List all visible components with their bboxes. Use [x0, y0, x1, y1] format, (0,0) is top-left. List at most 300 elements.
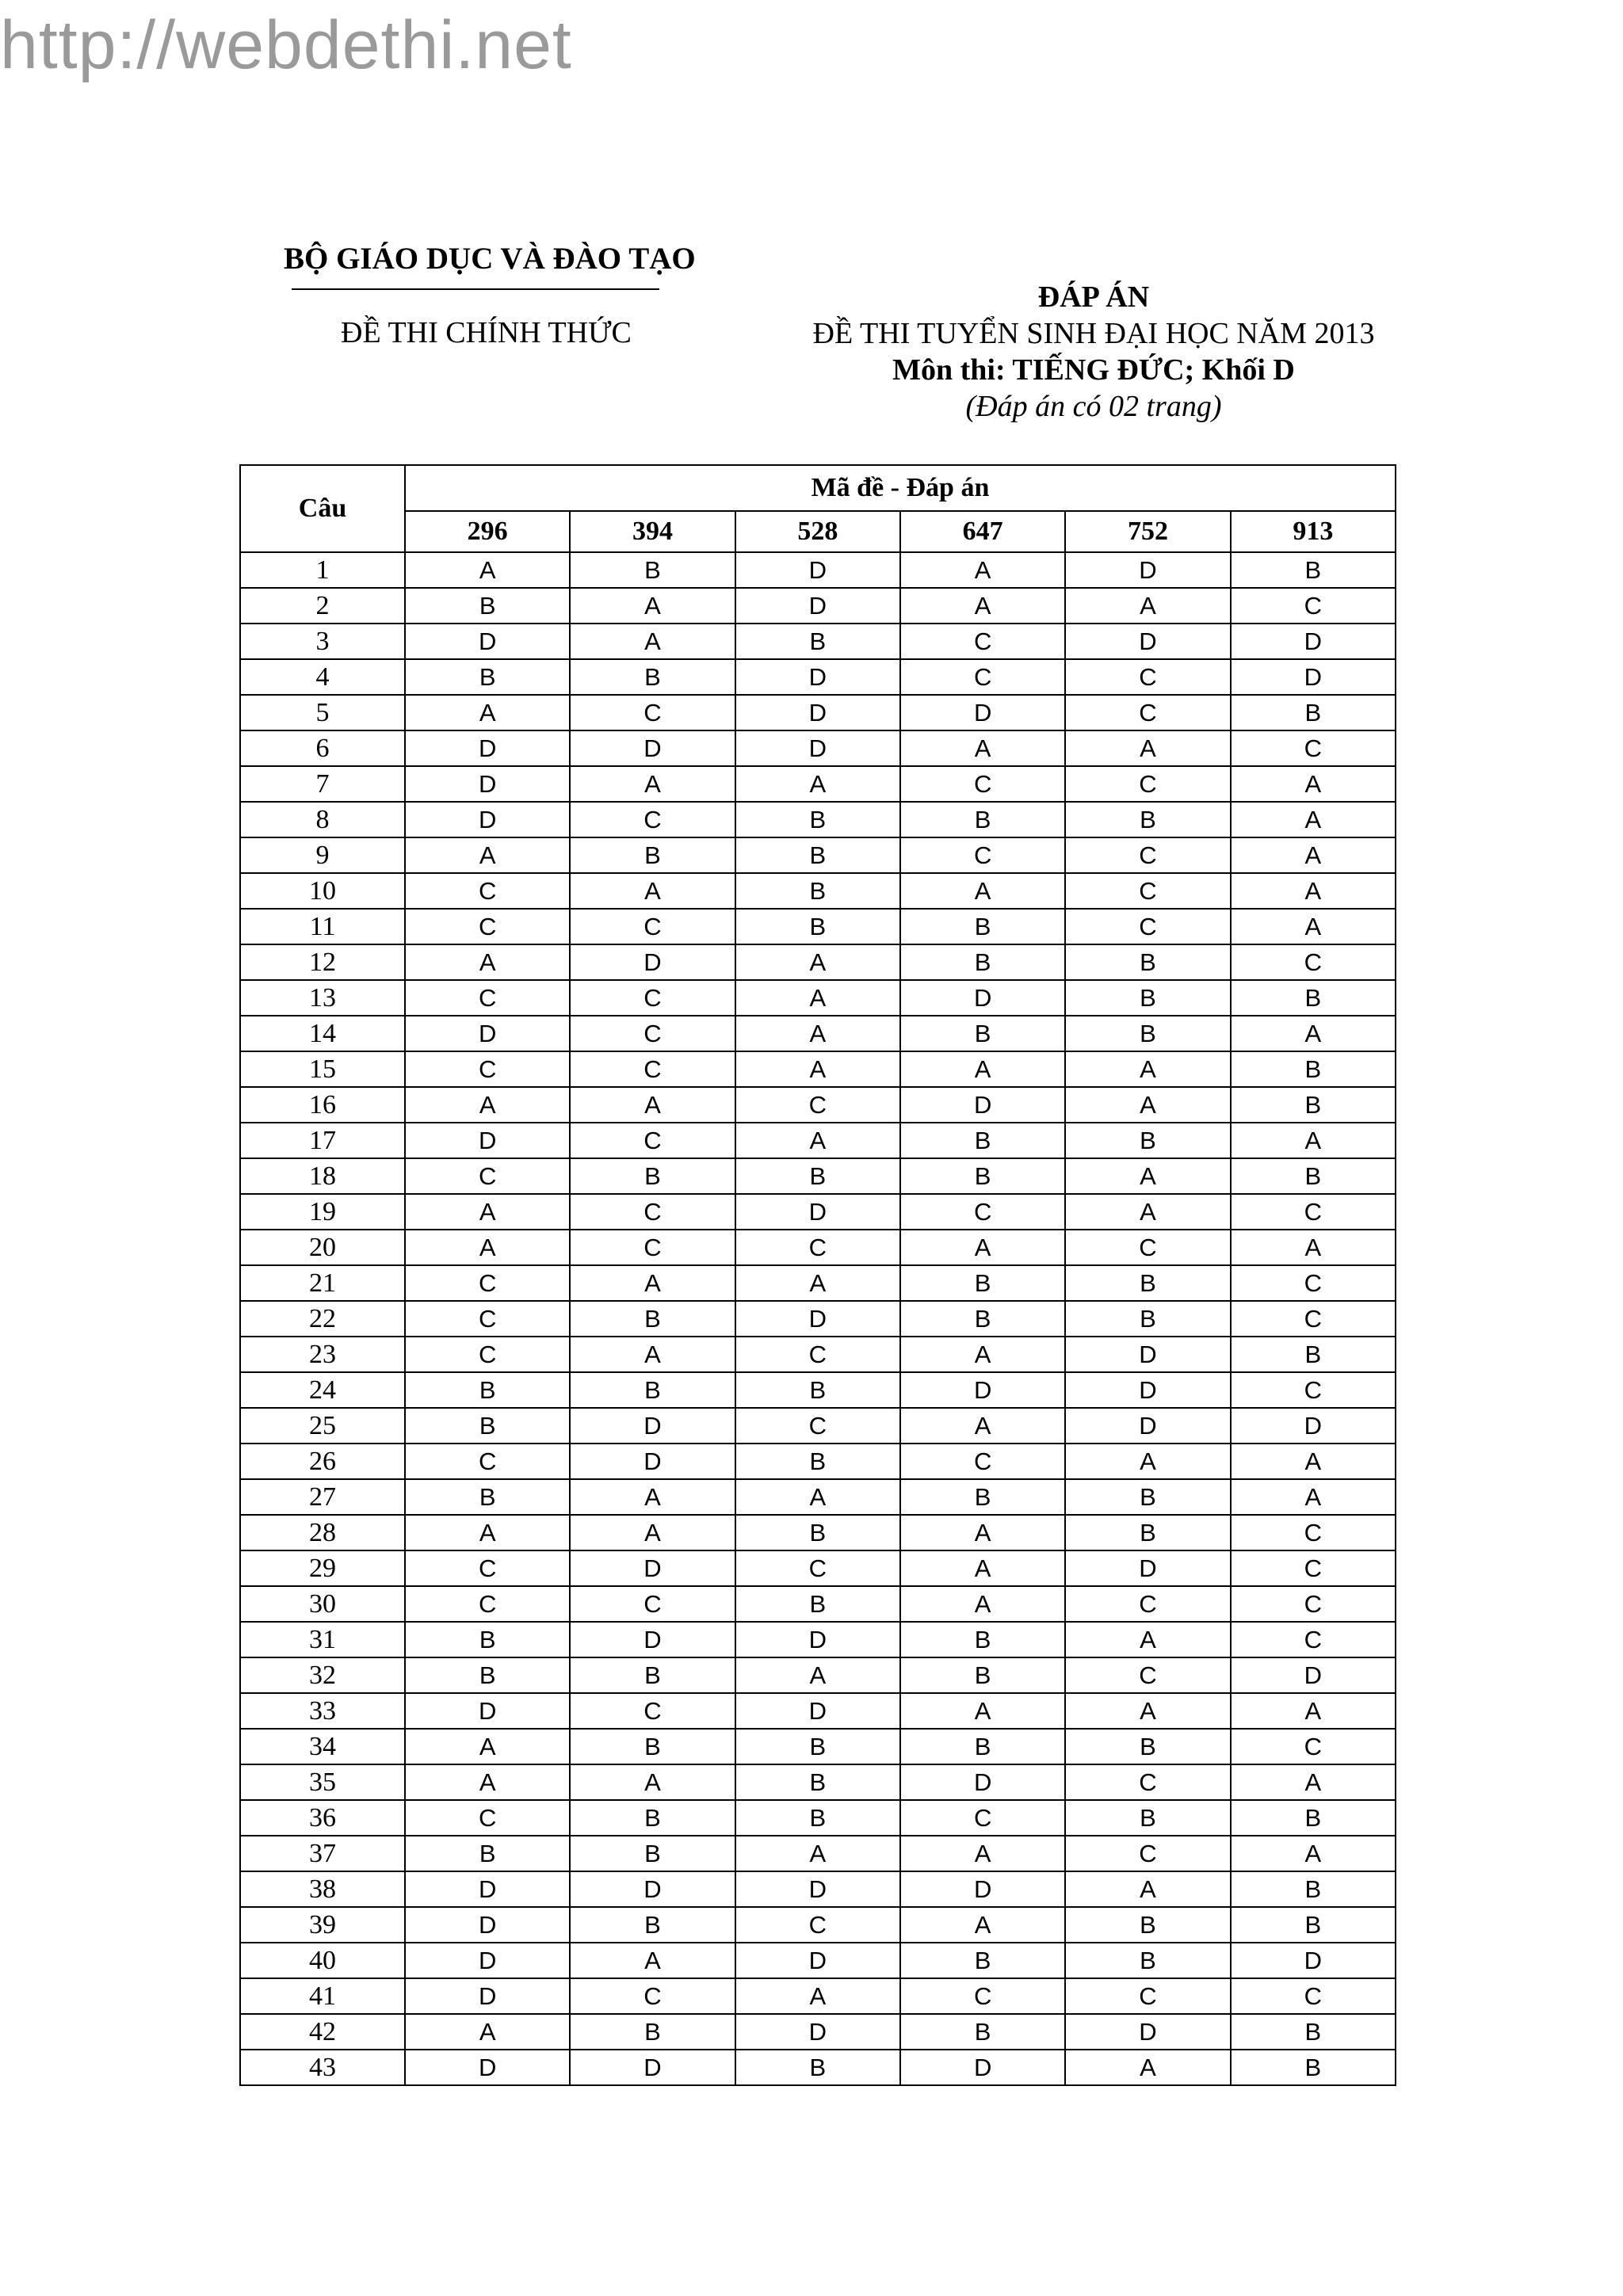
- table-row: [240, 1693, 1396, 1729]
- table-row: [240, 1408, 1396, 1444]
- answer-cell: D: [405, 730, 570, 766]
- answer-cell: C: [900, 766, 1065, 802]
- answer-cell: A: [900, 1051, 1065, 1087]
- answer-cell: C: [735, 1550, 900, 1586]
- exam-code-header: 528: [735, 511, 900, 552]
- answer-cell: A: [570, 873, 735, 909]
- answer-cell: B: [570, 552, 735, 588]
- answer-cell: C: [1065, 1657, 1230, 1693]
- answer-cell: C: [900, 1194, 1065, 1230]
- answer-cell: A: [405, 552, 570, 588]
- answer-cell: B: [900, 1265, 1065, 1301]
- answer-cell: A: [735, 1123, 900, 1158]
- ministry-name: BỘ GIÁO DỤC VÀ ĐÀO TẠO: [284, 242, 696, 276]
- answer-cell: A: [900, 552, 1065, 588]
- question-number: 27: [240, 1479, 405, 1515]
- question-number: 11: [240, 909, 405, 944]
- answer-cell: C: [570, 980, 735, 1016]
- answer-cell: B: [735, 1764, 900, 1800]
- answer-cell: C: [1065, 659, 1230, 695]
- answer-cell: A: [900, 730, 1065, 766]
- answer-cell: A: [900, 1515, 1065, 1550]
- answer-cell: A: [1231, 1230, 1396, 1265]
- answer-cell: B: [570, 659, 735, 695]
- answer-cell: D: [1231, 1408, 1396, 1444]
- page-count-note: (Đáp án có 02 trang): [965, 390, 1222, 423]
- exam-name: ĐỀ THI TUYỂN SINH ĐẠI HỌC NĂM 2013: [812, 317, 1375, 350]
- answer-cell: C: [570, 1586, 735, 1622]
- answer-cell: D: [405, 1871, 570, 1907]
- answer-cell: A: [405, 837, 570, 873]
- table-row: [240, 1265, 1396, 1301]
- answer-cell: D: [570, 2050, 735, 2085]
- answer-cell: B: [735, 1515, 900, 1550]
- answer-cell: B: [900, 1123, 1065, 1158]
- question-number: 37: [240, 1836, 405, 1871]
- exam-code-row: [240, 511, 1396, 552]
- answer-cell: B: [1065, 1265, 1230, 1301]
- question-number: 25: [240, 1408, 405, 1444]
- answer-cell: A: [405, 1087, 570, 1123]
- answer-cell: D: [735, 552, 900, 588]
- answer-cell: A: [570, 588, 735, 624]
- answer-cell: C: [405, 1550, 570, 1586]
- answer-cell: D: [735, 1301, 900, 1337]
- answer-cell: A: [405, 1194, 570, 1230]
- table-row: [240, 837, 1396, 873]
- table-row: [240, 552, 1396, 588]
- answer-cell: A: [900, 1907, 1065, 1943]
- answer-cell: C: [1231, 1729, 1396, 1764]
- answer-cell: C: [405, 873, 570, 909]
- answer-cell: B: [735, 624, 900, 659]
- table-row: [240, 1800, 1396, 1836]
- answer-cell: B: [735, 1444, 900, 1479]
- answer-cell: A: [900, 873, 1065, 909]
- answer-cell: D: [405, 1693, 570, 1729]
- table-row: [240, 1657, 1396, 1693]
- answer-cell: C: [1231, 730, 1396, 766]
- question-column-header: Câu: [240, 465, 405, 552]
- answer-cell: C: [735, 1408, 900, 1444]
- question-number: 42: [240, 2014, 405, 2050]
- answer-cell: B: [1231, 1337, 1396, 1372]
- answer-cell: D: [405, 624, 570, 659]
- answer-cell: B: [900, 1479, 1065, 1515]
- answer-cell: C: [900, 837, 1065, 873]
- answer-cell: A: [405, 695, 570, 730]
- answer-cell: C: [570, 695, 735, 730]
- answer-cell: C: [1231, 1550, 1396, 1586]
- answer-cell: D: [735, 659, 900, 695]
- answer-cell: C: [570, 1230, 735, 1265]
- answer-cell: C: [1065, 1836, 1230, 1871]
- answer-cell: A: [570, 624, 735, 659]
- answer-cell: B: [735, 1729, 900, 1764]
- table-row: [240, 1158, 1396, 1194]
- answer-cell: B: [405, 588, 570, 624]
- table-row: [240, 1871, 1396, 1907]
- answer-cell: B: [900, 1729, 1065, 1764]
- answer-cell: C: [1231, 1978, 1396, 2014]
- answer-cell: B: [1231, 695, 1396, 730]
- answer-cell: A: [1231, 909, 1396, 944]
- answer-cell: D: [735, 1622, 900, 1657]
- answer-cell: B: [405, 1408, 570, 1444]
- answer-cell: B: [1231, 2014, 1396, 2050]
- answer-cell: A: [900, 1337, 1065, 1372]
- answer-cell: A: [1065, 2050, 1230, 2085]
- answer-cell: D: [405, 1978, 570, 2014]
- answer-cell: A: [570, 1764, 735, 1800]
- answer-cell: B: [1231, 980, 1396, 1016]
- answer-cell: D: [735, 2014, 900, 2050]
- answer-cell: A: [900, 1408, 1065, 1444]
- table-row: [240, 1301, 1396, 1337]
- answer-cell: B: [570, 1729, 735, 1764]
- answer-cell: B: [735, 837, 900, 873]
- exam-code-group-header: Mã đề - Đáp án: [405, 465, 1396, 511]
- answer-cell: A: [405, 2014, 570, 2050]
- question-number: 20: [240, 1230, 405, 1265]
- answer-cell: A: [570, 1479, 735, 1515]
- answer-cell: B: [735, 1586, 900, 1622]
- answer-cell: B: [570, 1372, 735, 1408]
- answer-cell: C: [1065, 1764, 1230, 1800]
- answer-cell: D: [570, 1622, 735, 1657]
- table-row: [240, 2050, 1396, 2085]
- answer-cell: B: [1065, 1479, 1230, 1515]
- answer-cell: B: [735, 909, 900, 944]
- answer-cell: A: [735, 1479, 900, 1515]
- answer-cell: D: [570, 1871, 735, 1907]
- answer-cell: B: [570, 837, 735, 873]
- answer-cell: A: [405, 1729, 570, 1764]
- answer-cell: A: [1231, 1836, 1396, 1871]
- question-number: 9: [240, 837, 405, 873]
- answer-cell: D: [1065, 552, 1230, 588]
- table-row: [240, 1622, 1396, 1657]
- table-row: [240, 1194, 1396, 1230]
- question-number: 18: [240, 1158, 405, 1194]
- answer-cell: C: [570, 1123, 735, 1158]
- answer-cell: D: [1065, 624, 1230, 659]
- answer-cell: C: [405, 1337, 570, 1372]
- table-row: [240, 909, 1396, 944]
- answer-cell: B: [1065, 1301, 1230, 1337]
- table-row: [240, 1764, 1396, 1800]
- answer-cell: C: [1065, 837, 1230, 873]
- answer-cell: B: [1231, 1087, 1396, 1123]
- answer-cell: C: [570, 1016, 735, 1051]
- answer-cell: C: [405, 1265, 570, 1301]
- answer-cell: C: [1065, 909, 1230, 944]
- answer-cell: C: [1231, 588, 1396, 624]
- answer-cell: A: [405, 1764, 570, 1800]
- question-number: 14: [240, 1016, 405, 1051]
- answer-cell: C: [900, 1800, 1065, 1836]
- answer-cell: B: [570, 1158, 735, 1194]
- answer-cell: A: [1065, 1051, 1230, 1087]
- answer-cell: B: [900, 1158, 1065, 1194]
- answer-cell: A: [405, 1230, 570, 1265]
- answer-cell: C: [405, 1301, 570, 1337]
- answer-cell: B: [570, 2014, 735, 2050]
- answer-cell: C: [570, 1693, 735, 1729]
- answer-cell: D: [900, 1372, 1065, 1408]
- answer-cell: B: [1065, 980, 1230, 1016]
- answer-cell: D: [1065, 1408, 1230, 1444]
- answer-cell: A: [1065, 1871, 1230, 1907]
- answer-cell: C: [1231, 1194, 1396, 1230]
- answer-cell: C: [570, 802, 735, 837]
- question-number: 23: [240, 1337, 405, 1372]
- answer-cell: D: [735, 1693, 900, 1729]
- question-number: 26: [240, 1444, 405, 1479]
- answer-cell: D: [405, 1123, 570, 1158]
- table-row: [240, 802, 1396, 837]
- answer-cell: D: [1231, 624, 1396, 659]
- question-number: 15: [240, 1051, 405, 1087]
- answer-cell: D: [1065, 1337, 1230, 1372]
- answer-cell: B: [570, 1800, 735, 1836]
- question-number: 2: [240, 588, 405, 624]
- question-number: 8: [240, 802, 405, 837]
- exam-code-header: 913: [1231, 511, 1396, 552]
- answer-cell: A: [570, 1265, 735, 1301]
- answer-cell: C: [1065, 1230, 1230, 1265]
- answer-key-heading: [785, 279, 1403, 425]
- question-number: 6: [240, 730, 405, 766]
- question-number: 12: [240, 944, 405, 980]
- answer-cell: B: [900, 909, 1065, 944]
- answer-cell: C: [405, 909, 570, 944]
- answer-cell: B: [405, 1622, 570, 1657]
- answer-cell: D: [570, 730, 735, 766]
- answer-cell: B: [1065, 944, 1230, 980]
- answer-cell: B: [900, 1657, 1065, 1693]
- table-row: [240, 1016, 1396, 1051]
- answer-cell: D: [1065, 1372, 1230, 1408]
- answer-cell: C: [405, 1586, 570, 1622]
- answer-cell: B: [900, 2014, 1065, 2050]
- answer-cell: D: [900, 1871, 1065, 1907]
- question-number: 1: [240, 552, 405, 588]
- answer-cell: A: [1231, 1016, 1396, 1051]
- exam-code-header: 647: [900, 511, 1065, 552]
- answer-cell: A: [735, 766, 900, 802]
- answer-cell: A: [570, 766, 735, 802]
- question-number: 29: [240, 1550, 405, 1586]
- answer-cell: A: [1065, 1158, 1230, 1194]
- answer-cell: B: [405, 1479, 570, 1515]
- answer-cell: A: [1231, 873, 1396, 909]
- answer-cell: A: [570, 1087, 735, 1123]
- answer-cell: D: [735, 1871, 900, 1907]
- answer-cell: A: [735, 1836, 900, 1871]
- answer-cell: D: [735, 1943, 900, 1978]
- answer-cell: B: [1065, 1800, 1230, 1836]
- answer-cell: B: [735, 1800, 900, 1836]
- exam-code-header: 394: [570, 511, 735, 552]
- answer-cell: C: [405, 1444, 570, 1479]
- answer-cell: C: [1065, 873, 1230, 909]
- answer-cell: D: [570, 1444, 735, 1479]
- answer-cell: B: [405, 659, 570, 695]
- answer-cell: A: [1231, 1123, 1396, 1158]
- answer-cell: B: [405, 1657, 570, 1693]
- answer-cell: C: [1065, 766, 1230, 802]
- answer-cell: B: [1065, 1943, 1230, 1978]
- answer-cell: C: [1065, 695, 1230, 730]
- answer-cell: A: [570, 1337, 735, 1372]
- question-number: 43: [240, 2050, 405, 2085]
- answer-cell: C: [900, 1444, 1065, 1479]
- answer-cell: A: [1231, 766, 1396, 802]
- table-row: [240, 873, 1396, 909]
- answer-cell: B: [900, 802, 1065, 837]
- answer-cell: D: [900, 980, 1065, 1016]
- answer-cell: B: [900, 1016, 1065, 1051]
- answer-cell: B: [1231, 2050, 1396, 2085]
- answer-cell: A: [1231, 1764, 1396, 1800]
- answer-cell: A: [735, 1657, 900, 1693]
- question-number: 33: [240, 1693, 405, 1729]
- table-row: [240, 1907, 1396, 1943]
- answer-cell: A: [900, 1230, 1065, 1265]
- answer-cell: A: [735, 1978, 900, 2014]
- answer-cell: B: [900, 944, 1065, 980]
- answer-cell: D: [1231, 1943, 1396, 1978]
- answer-cell: A: [900, 1836, 1065, 1871]
- answer-cell: A: [1065, 588, 1230, 624]
- table-row: [240, 1550, 1396, 1586]
- answer-cell: B: [1231, 552, 1396, 588]
- answer-cell: C: [900, 659, 1065, 695]
- table-row: [240, 1943, 1396, 1978]
- answer-cell: D: [405, 1016, 570, 1051]
- answer-cell: C: [570, 1051, 735, 1087]
- answer-cell: B: [1065, 1907, 1230, 1943]
- answer-cell: B: [405, 1372, 570, 1408]
- answer-cell: B: [900, 1622, 1065, 1657]
- question-number: 7: [240, 766, 405, 802]
- answer-cell: C: [1231, 1372, 1396, 1408]
- question-number: 40: [240, 1943, 405, 1978]
- answer-cell: C: [1065, 1586, 1230, 1622]
- question-number: 24: [240, 1372, 405, 1408]
- answer-cell: C: [735, 1230, 900, 1265]
- answer-key-title: ĐÁP ÁN: [1037, 280, 1150, 314]
- answer-cell: B: [735, 1158, 900, 1194]
- answer-cell: B: [405, 1836, 570, 1871]
- answer-cell: A: [1065, 1194, 1230, 1230]
- answer-cell: C: [1231, 944, 1396, 980]
- table-row: [240, 2014, 1396, 2050]
- table-row: [240, 1729, 1396, 1764]
- answer-cell: B: [1065, 1729, 1230, 1764]
- question-number: 4: [240, 659, 405, 695]
- answer-cell: A: [1065, 1444, 1230, 1479]
- table-row: [240, 695, 1396, 730]
- table-row: [240, 588, 1396, 624]
- table-row: [240, 944, 1396, 980]
- answer-cell: D: [405, 1943, 570, 1978]
- answer-cell: B: [735, 2050, 900, 2085]
- answer-cell: A: [900, 1586, 1065, 1622]
- answer-key-table: [239, 464, 1396, 2086]
- table-row: [240, 1978, 1396, 2014]
- answer-cell: C: [735, 1337, 900, 1372]
- answer-cell: C: [405, 1051, 570, 1087]
- answer-cell: A: [735, 1016, 900, 1051]
- answer-cell: B: [570, 1657, 735, 1693]
- answer-cell: D: [735, 1194, 900, 1230]
- answer-cell: A: [900, 1550, 1065, 1586]
- table-row: [240, 1515, 1396, 1550]
- answer-cell: C: [1231, 1586, 1396, 1622]
- answer-cell: A: [1065, 1087, 1230, 1123]
- answer-cell: A: [1065, 730, 1230, 766]
- table-row: [240, 730, 1396, 766]
- question-number: 22: [240, 1301, 405, 1337]
- question-number: 32: [240, 1657, 405, 1693]
- answer-cell: A: [1231, 837, 1396, 873]
- answer-cell: C: [405, 980, 570, 1016]
- answer-cell: B: [1231, 1907, 1396, 1943]
- watermark-url: http://webdethi.net: [0, 7, 572, 83]
- answer-cell: D: [1065, 2014, 1230, 2050]
- question-number: 19: [240, 1194, 405, 1230]
- question-number: 17: [240, 1123, 405, 1158]
- answer-cell: D: [900, 1764, 1065, 1800]
- answer-cell: A: [1231, 1479, 1396, 1515]
- answer-cell: C: [900, 624, 1065, 659]
- answer-cell: C: [900, 1978, 1065, 2014]
- answer-cell: A: [900, 588, 1065, 624]
- answer-cell: A: [1231, 802, 1396, 837]
- answer-cell: D: [570, 944, 735, 980]
- answer-cell: B: [900, 1943, 1065, 1978]
- answer-cell: A: [735, 980, 900, 1016]
- answer-cell: D: [735, 730, 900, 766]
- answer-cell: D: [1065, 1550, 1230, 1586]
- question-number: 30: [240, 1586, 405, 1622]
- answer-cell: A: [735, 1051, 900, 1087]
- answer-cell: A: [900, 1693, 1065, 1729]
- answer-cell: D: [405, 1907, 570, 1943]
- answer-cell: A: [1231, 1444, 1396, 1479]
- answer-cell: C: [1065, 1978, 1230, 2014]
- table-row: [240, 624, 1396, 659]
- exam-code-header: 296: [405, 511, 570, 552]
- answer-cell: B: [570, 1836, 735, 1871]
- table-row: [240, 766, 1396, 802]
- question-number: 3: [240, 624, 405, 659]
- table-row: [240, 1337, 1396, 1372]
- question-number: 35: [240, 1764, 405, 1800]
- answer-cell: D: [570, 1550, 735, 1586]
- official-exam-label: ĐỀ THI CHÍNH THỨC: [341, 316, 632, 349]
- answer-cell: C: [570, 909, 735, 944]
- answer-cell: B: [1065, 802, 1230, 837]
- answer-cell: C: [570, 1194, 735, 1230]
- answer-rows: [240, 552, 1396, 2085]
- answer-cell: B: [900, 1301, 1065, 1337]
- table-row: [240, 1123, 1396, 1158]
- answer-cell: A: [570, 1943, 735, 1978]
- question-number: 41: [240, 1978, 405, 2014]
